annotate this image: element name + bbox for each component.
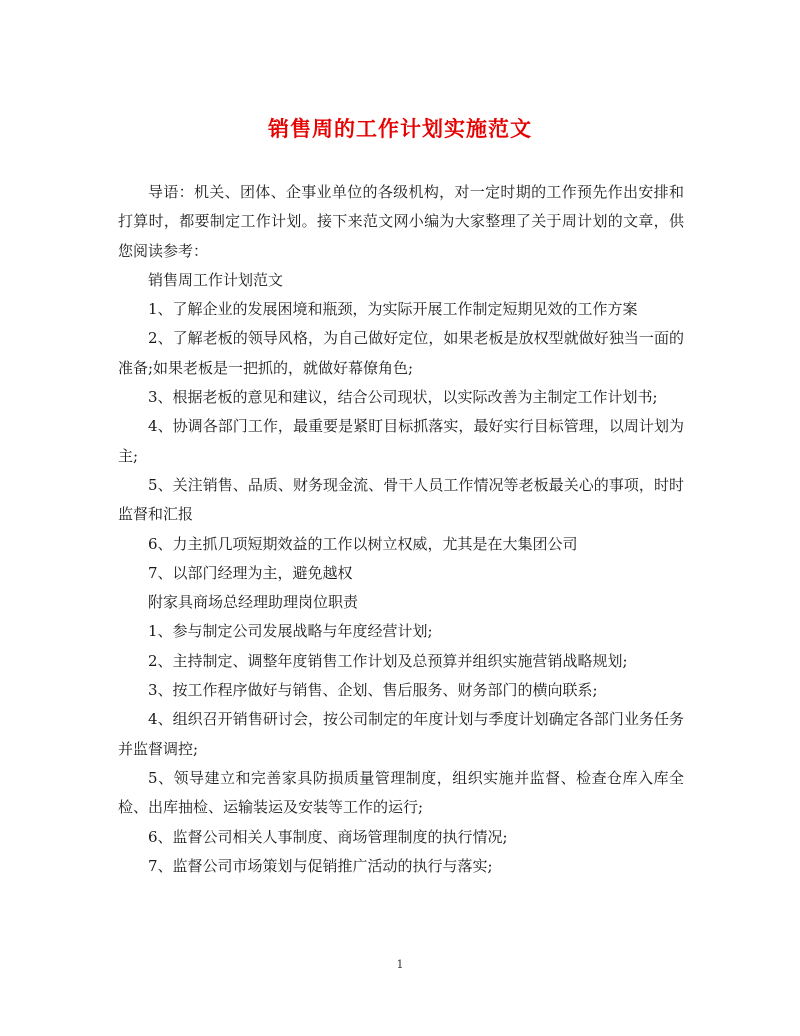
list-item: 4、协调各部门工作，最重要是紧盯目标抓落实，最好实行目标管理，以周计划为主;: [118, 417, 684, 465]
page-number: 1: [396, 958, 404, 971]
list-item: 5、领导建立和完善家具防损质量管理制度，组织实施并监督、检查仓库入库全检、出库抽检、运输装运及安装等工作的运行;: [118, 768, 684, 817]
list-item: 4、组织召开销售研讨会，按公司制定的年度计划与季度计划确定各部门业务任务并监督调控;: [118, 710, 684, 758]
list-item: 7、以部门经理为主，避免越权: [148, 563, 353, 582]
list-item: 5、关注销售、品质、财务现金流、骨干人员工作情况等老板最关心的事项，时时监督和汇报: [118, 475, 684, 524]
list-item: 1、参与制定公司发展战略与年度经营计划;: [148, 622, 433, 641]
document-title: 销售周的工作计划实施范文: [268, 117, 532, 141]
list-item: 3、按工作程序做好与销售、企划、售后服务、财务部门的横向联系;: [148, 681, 598, 700]
list-item: 2、了解老板的领导风格，为自己做好定位，如果老板是放权型就做好独当一面的准备;如果老板是一把抓的，就做好幕僚角色;: [118, 329, 684, 377]
list-item: 1、了解企业的发展困境和瓶颈，为实际开展工作制定短期见效的工作方案: [148, 300, 638, 319]
list-item: 6、监督公司相关人事制度、商场管理制度的执行情况;: [148, 827, 508, 846]
document-body: [118, 178, 684, 881]
list-item: 3、根据老板的意见和建议，结合公司现状，以实际改善为主制定工作计划书;: [148, 388, 658, 407]
list-item: 6、力主抓几项短期效益的工作以树立权威，尤其是在大集团公司: [148, 534, 578, 553]
intro-paragraph: 导语：机关、团体、企事业单位的各级机构，对一定时期的工作预先作出安排和打算时，都要制定工作计划。接下来范文网小编为大家整理了关于周计划的文章，供您阅读参考：: [118, 183, 684, 260]
list-item: 7、监督公司市场策划与促销推广活动的执行与落实;: [148, 856, 493, 875]
section-heading-sales-plan: 销售周工作计划范文: [148, 270, 284, 289]
section-heading-duties: 附家具商场总经理助理岗位职责: [148, 593, 359, 612]
list-item: 2、主持制定、调整年度销售工作计划及总预算并组织实施营销战略规划;: [148, 651, 628, 670]
